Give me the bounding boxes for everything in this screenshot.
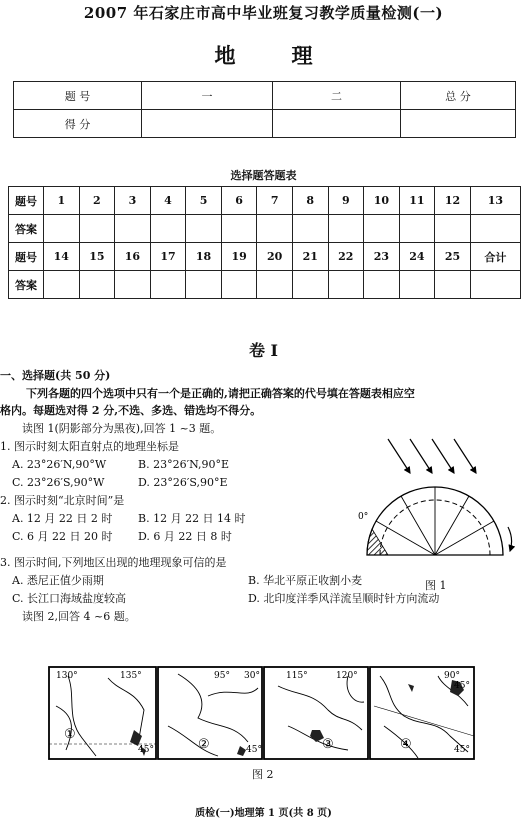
figure-1-diagram xyxy=(352,435,522,575)
question-number-cell: 合计 xyxy=(470,243,520,271)
exam-title: 2007 年石家庄市高中毕业班复习教学质量检测(一) xyxy=(83,4,444,22)
answer-cell[interactable] xyxy=(292,215,328,243)
answer-cell[interactable] xyxy=(328,215,364,243)
q2-option-d[interactable]: D. 6 月 22 日 8 时 xyxy=(138,530,232,543)
night-shade xyxy=(367,529,388,555)
sunlight-arrows xyxy=(388,439,476,473)
question-number-cell: 11 xyxy=(399,187,435,215)
rotation-arrow-icon xyxy=(508,527,512,551)
answer-cell[interactable] xyxy=(186,215,222,243)
q3-option-d[interactable]: D. 北印度洋季风洋流呈顺时针方向流动 xyxy=(248,592,440,605)
mc-table-caption: 选择题答题表 xyxy=(230,169,297,182)
q2-option-c[interactable]: C. 6 月 22 日 20 时 xyxy=(12,530,113,543)
question-number-cell: 21 xyxy=(292,243,328,271)
answer-cell[interactable] xyxy=(257,271,293,299)
panel-4-lat-top: 45° xyxy=(454,681,470,691)
volume-title: 卷 I xyxy=(248,341,279,360)
answer-cell[interactable] xyxy=(399,271,435,299)
question-number-cell: 2 xyxy=(79,187,115,215)
answer-cell[interactable] xyxy=(79,215,115,243)
question-number-cell: 7 xyxy=(257,187,293,215)
score-header-total: 总 分 xyxy=(401,82,516,110)
page-footer: 质检(一)地理第 1 页(共 8 页) xyxy=(195,808,332,819)
q2-option-b[interactable]: B. 12 月 22 日 14 时 xyxy=(138,512,246,525)
answer-cell[interactable] xyxy=(44,215,80,243)
answer-cell[interactable] xyxy=(328,271,364,299)
score-cell[interactable] xyxy=(401,110,516,138)
question-number-cell: 14 xyxy=(44,243,80,271)
answer-cell[interactable] xyxy=(150,271,186,299)
subject-char-2: 理 xyxy=(291,43,313,68)
panel-3-number: ③ xyxy=(322,737,334,752)
question-number-cell: 4 xyxy=(150,187,186,215)
answer-cell[interactable] xyxy=(470,215,520,243)
answer-cell[interactable] xyxy=(257,215,293,243)
answer-label: 答案 xyxy=(9,271,44,299)
answer-cell[interactable] xyxy=(79,271,115,299)
figure-1-caption: 图 1 xyxy=(425,579,447,592)
question-number-cell: 25 xyxy=(435,243,471,271)
question-number-cell: 23 xyxy=(364,243,400,271)
answer-cell[interactable] xyxy=(470,271,520,299)
answer-cell[interactable] xyxy=(115,271,151,299)
q1-option-d[interactable]: D. 23°26′S,90°E xyxy=(138,476,228,489)
answer-cell[interactable] xyxy=(150,215,186,243)
score-label: 得 分 xyxy=(14,110,142,138)
row-label: 题号 xyxy=(9,243,44,271)
meridians xyxy=(376,487,494,555)
question-number-cell: 12 xyxy=(435,187,471,215)
question-number-cell: 5 xyxy=(186,187,222,215)
row-label: 题号 xyxy=(9,187,44,215)
q3-option-c[interactable]: C. 长江口海域盐度较高 xyxy=(12,592,127,605)
question-number-cell: 9 xyxy=(328,187,364,215)
score-table xyxy=(13,81,516,138)
q1-option-c[interactable]: C. 23°26′S,90°W xyxy=(12,476,105,489)
question-number-cell: 15 xyxy=(79,243,115,271)
panel-1-lon-a: 130° xyxy=(56,671,78,681)
q1-stem: 1. 图示时刻太阳直射点的地理坐标是 xyxy=(0,440,179,453)
answer-cell[interactable] xyxy=(292,271,328,299)
panel-2-lon-a: 95° xyxy=(214,671,230,681)
read-fig1-prompt: 读图 1(阴影部分为黑夜),回答 1 ~3 题。 xyxy=(22,422,222,435)
q1-option-b[interactable]: B. 23°26′N,90°E xyxy=(138,458,230,471)
question-number-cell: 17 xyxy=(150,243,186,271)
question-number-cell: 10 xyxy=(364,187,400,215)
answer-cell[interactable] xyxy=(364,215,400,243)
question-number-cell: 20 xyxy=(257,243,293,271)
score-header-one: 一 xyxy=(142,82,273,110)
figure-2-caption: 图 2 xyxy=(252,768,274,781)
q2-option-a[interactable]: A. 12 月 22 日 2 时 xyxy=(12,512,113,525)
answer-cell[interactable] xyxy=(44,271,80,299)
panel-3-lon-b: 120° xyxy=(336,671,358,681)
question-number-cell: 16 xyxy=(115,243,151,271)
q3-stem: 3. 图示时间,下列地区出现的地理现象可信的是 xyxy=(0,556,227,569)
zero-meridian-label: 0° xyxy=(358,512,369,522)
read-fig2-prompt: 读图 2,回答 4 ~6 题。 xyxy=(22,610,136,623)
score-cell[interactable] xyxy=(142,110,273,138)
score-header-qnum: 题 号 xyxy=(14,82,142,110)
panel-2-lat: 45° xyxy=(246,745,262,755)
score-cell[interactable] xyxy=(273,110,401,138)
question-number-cell: 18 xyxy=(186,243,222,271)
panel-1-lon-b: 135° xyxy=(120,671,142,681)
answer-cell[interactable] xyxy=(435,271,471,299)
question-number-cell: 6 xyxy=(221,187,257,215)
answer-cell[interactable] xyxy=(399,215,435,243)
q3-option-b[interactable]: B. 华北平原正收割小麦 xyxy=(248,574,363,587)
section-heading: 一、选择题(共 50 分) xyxy=(0,369,111,382)
answer-cell[interactable] xyxy=(221,271,257,299)
question-number-cell: 24 xyxy=(399,243,435,271)
answer-cell[interactable] xyxy=(186,271,222,299)
subject-title xyxy=(0,40,527,70)
figure-2-maps xyxy=(48,666,476,762)
instruction-line-1: 下列各题的四个选项中只有一个是正确的,请把正确答案的代号填在答题表相应空 xyxy=(26,387,415,400)
question-number-cell: 19 xyxy=(221,243,257,271)
answer-cell[interactable] xyxy=(115,215,151,243)
question-number-cell: 3 xyxy=(115,187,151,215)
panel-4-number: ④ xyxy=(400,737,412,752)
q1-option-a[interactable]: A. 23°26′N,90°W xyxy=(12,458,107,471)
answer-cell[interactable] xyxy=(221,215,257,243)
panel-2-lon-b: 30° xyxy=(244,671,260,681)
panel-1-lat: 45° xyxy=(138,745,154,755)
instruction-line-2: 格内。每题选对得 2 分,不选、多选、错选均不得分。 xyxy=(0,404,262,417)
score-header-two: 二 xyxy=(273,82,401,110)
q3-option-a[interactable]: A. 悉尼正值少雨期 xyxy=(12,574,104,587)
subject-char-1: 地 xyxy=(214,43,236,68)
map-panel-3 xyxy=(264,667,368,759)
question-number-cell: 8 xyxy=(292,187,328,215)
answer-cell[interactable] xyxy=(435,215,471,243)
panel-4-lon: 90° xyxy=(444,671,460,681)
panel-2-number: ② xyxy=(198,737,210,752)
question-number-cell: 13 xyxy=(470,187,520,215)
map-panel-4 xyxy=(370,667,474,759)
question-number-cell: 1 xyxy=(44,187,80,215)
map-panel-1 xyxy=(49,667,156,759)
q2-stem: 2. 图示时刻“北京时间”是 xyxy=(0,494,125,507)
map-panel-2 xyxy=(158,667,262,759)
answer-cell[interactable] xyxy=(364,271,400,299)
panel-1-number: ① xyxy=(64,727,76,742)
answer-label: 答案 xyxy=(9,215,44,243)
panel-4-lat: 45° xyxy=(454,745,470,755)
question-number-cell: 22 xyxy=(328,243,364,271)
answer-table xyxy=(8,186,521,299)
panel-3-lon-a: 115° xyxy=(286,671,308,681)
